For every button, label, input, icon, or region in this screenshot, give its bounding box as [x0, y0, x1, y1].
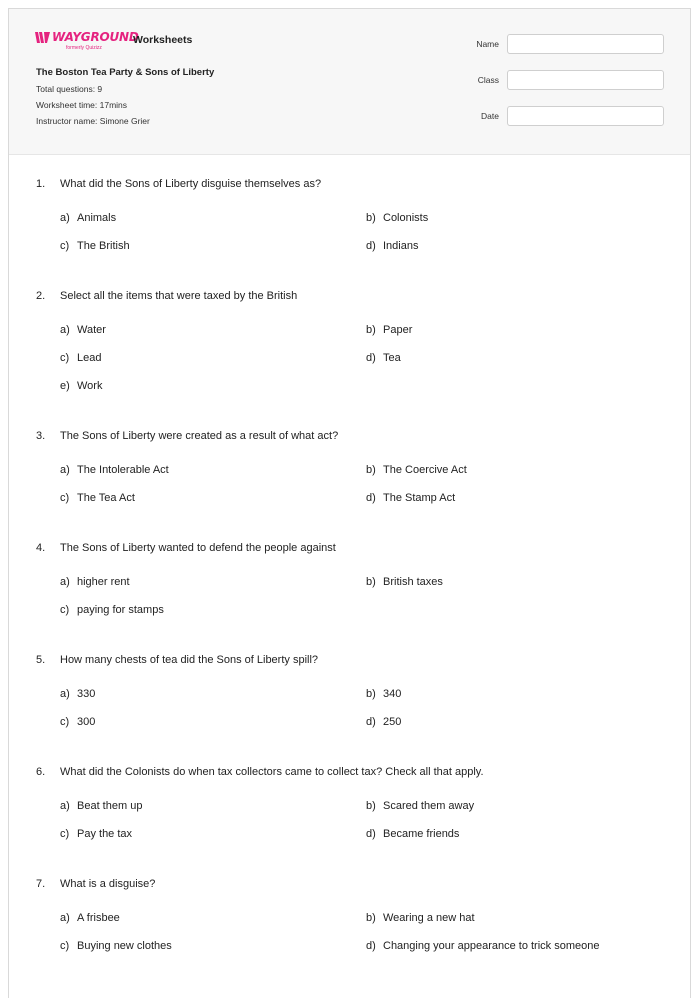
- option-letter: c): [60, 940, 70, 952]
- answer-option[interactable]: [366, 352, 401, 364]
- answer-option[interactable]: [366, 576, 443, 588]
- question-text: What is a disguise?: [60, 878, 156, 890]
- class-input[interactable]: [507, 70, 664, 90]
- worksheet-title: The Boston Tea Party & Sons of Liberty: [36, 67, 215, 78]
- option-letter: a): [60, 324, 70, 336]
- question-number: 7.: [36, 878, 46, 890]
- option-letter: a): [60, 576, 70, 588]
- question-text: What did the Colonists do when tax collectors came to collect tax? Check all that apply.: [60, 766, 484, 778]
- option-text: 330: [77, 688, 96, 700]
- answer-option[interactable]: [60, 716, 95, 728]
- worksheet-page: [8, 8, 691, 998]
- option-text: Buying new clothes: [77, 940, 172, 952]
- option-letter: a): [60, 912, 70, 924]
- class-label: Class: [477, 75, 499, 85]
- answer-option[interactable]: [60, 604, 164, 616]
- option-text: 300: [77, 716, 96, 728]
- option-text: Tea: [383, 352, 401, 364]
- option-letter: d): [366, 716, 376, 728]
- option-letter: c): [60, 604, 70, 616]
- answer-option[interactable]: [366, 912, 475, 924]
- answer-option[interactable]: [366, 240, 418, 252]
- option-letter: e): [60, 380, 70, 392]
- option-letter: b): [366, 576, 376, 588]
- option-text: Lead: [77, 352, 102, 364]
- date-field-row: [449, 106, 664, 126]
- answer-option[interactable]: [60, 912, 120, 924]
- worksheet-meta: [36, 67, 214, 132]
- name-field-row: [449, 34, 664, 54]
- option-letter: c): [60, 716, 70, 728]
- product-name: Worksheets: [133, 34, 193, 46]
- option-letter: d): [366, 940, 376, 952]
- option-text: British taxes: [383, 576, 443, 588]
- option-text: A frisbee: [77, 912, 120, 924]
- answer-option[interactable]: [366, 324, 412, 336]
- answer-option[interactable]: [60, 940, 172, 952]
- question-number: 2.: [36, 290, 46, 302]
- answer-option[interactable]: [366, 940, 599, 952]
- class-field-row: [449, 70, 664, 90]
- option-text: higher rent: [77, 576, 130, 588]
- answer-option[interactable]: [60, 800, 142, 812]
- answer-option[interactable]: [60, 212, 116, 224]
- question-text: What did the Sons of Liberty disguise themselves as?: [60, 178, 322, 190]
- option-text: Colonists: [383, 212, 429, 224]
- question-text: The Sons of Liberty were created as a result of what act?: [60, 430, 339, 442]
- logo-subtitle: formerly Quizizz: [66, 45, 102, 51]
- question-number: 1.: [36, 178, 46, 190]
- option-letter: c): [60, 828, 70, 840]
- option-text: Animals: [77, 212, 117, 224]
- option-text: The Coercive Act: [383, 464, 467, 476]
- option-letter: d): [366, 828, 376, 840]
- option-text: Water: [77, 324, 106, 336]
- option-text: Beat them up: [77, 800, 143, 812]
- answer-option[interactable]: [60, 464, 169, 476]
- question-number: 5.: [36, 654, 46, 666]
- worksheet-header: [9, 9, 690, 155]
- option-text: The Stamp Act: [383, 492, 456, 504]
- option-text: Indians: [383, 240, 419, 252]
- option-text: 250: [383, 716, 402, 728]
- option-letter: a): [60, 688, 70, 700]
- option-letter: d): [366, 240, 376, 252]
- question-text: How many chests of tea did the Sons of Liberty spill?: [60, 654, 319, 666]
- date-label: Date: [481, 111, 499, 121]
- option-letter: d): [366, 492, 376, 504]
- option-text: Became friends: [383, 828, 460, 840]
- question-stem: [36, 178, 321, 190]
- option-letter: c): [60, 492, 70, 504]
- option-text: 340: [383, 688, 402, 700]
- option-text: Wearing a new hat: [383, 912, 475, 924]
- wayground-logo-icon: [35, 32, 50, 43]
- question-stem: [36, 654, 318, 666]
- question-text: Select all the items that were taxed by the British: [60, 290, 298, 302]
- answer-option[interactable]: [366, 828, 459, 840]
- answer-option[interactable]: [366, 492, 455, 504]
- answer-option[interactable]: [366, 464, 467, 476]
- answer-option[interactable]: [366, 716, 401, 728]
- option-letter: b): [366, 800, 376, 812]
- question-text: The Sons of Liberty wanted to defend the people against: [60, 542, 336, 554]
- date-input[interactable]: [507, 106, 664, 126]
- logo-text: WAYGROUND: [52, 30, 139, 44]
- option-letter: a): [60, 800, 70, 812]
- option-letter: a): [60, 464, 70, 476]
- option-text: The British: [77, 240, 130, 252]
- worksheet-time: Worksheet time: 17mins: [36, 100, 128, 110]
- question-stem: [36, 430, 338, 442]
- answer-option[interactable]: [60, 828, 132, 840]
- option-text: Pay the tax: [77, 828, 133, 840]
- question-stem: [36, 542, 336, 554]
- option-letter: b): [366, 464, 376, 476]
- answer-option[interactable]: [60, 324, 106, 336]
- option-letter: c): [60, 240, 70, 252]
- answer-option[interactable]: [60, 240, 130, 252]
- question-stem: [36, 766, 484, 778]
- answer-option[interactable]: [60, 576, 130, 588]
- name-input[interactable]: [507, 34, 664, 54]
- option-letter: b): [366, 912, 376, 924]
- answer-option[interactable]: [60, 492, 135, 504]
- option-text: Changing your appearance to trick someone: [383, 940, 600, 952]
- total-questions: Total questions: 9: [36, 84, 103, 94]
- option-text: The Intolerable Act: [77, 464, 169, 476]
- question-stem: [36, 290, 297, 302]
- answer-option[interactable]: [60, 380, 102, 392]
- answer-option[interactable]: [60, 688, 95, 700]
- question-number: 6.: [36, 766, 46, 778]
- instructor-name: Instructor name: Simone Grier: [36, 116, 150, 126]
- question-number: 3.: [36, 430, 46, 442]
- option-letter: a): [60, 212, 70, 224]
- answer-option[interactable]: [366, 212, 428, 224]
- question-number: 4.: [36, 542, 46, 554]
- answer-option[interactable]: [60, 352, 101, 364]
- option-letter: b): [366, 212, 376, 224]
- option-letter: b): [366, 688, 376, 700]
- option-letter: d): [366, 352, 376, 364]
- option-text: The Tea Act: [77, 492, 135, 504]
- option-text: paying for stamps: [77, 604, 164, 616]
- option-text: Scared them away: [383, 800, 475, 812]
- name-label: Name: [476, 39, 499, 49]
- option-text: Work: [77, 380, 103, 392]
- option-text: Paper: [383, 324, 413, 336]
- answer-option[interactable]: [366, 688, 401, 700]
- answer-option[interactable]: [366, 800, 474, 812]
- question-stem: [36, 878, 155, 890]
- option-letter: c): [60, 352, 70, 364]
- option-letter: b): [366, 324, 376, 336]
